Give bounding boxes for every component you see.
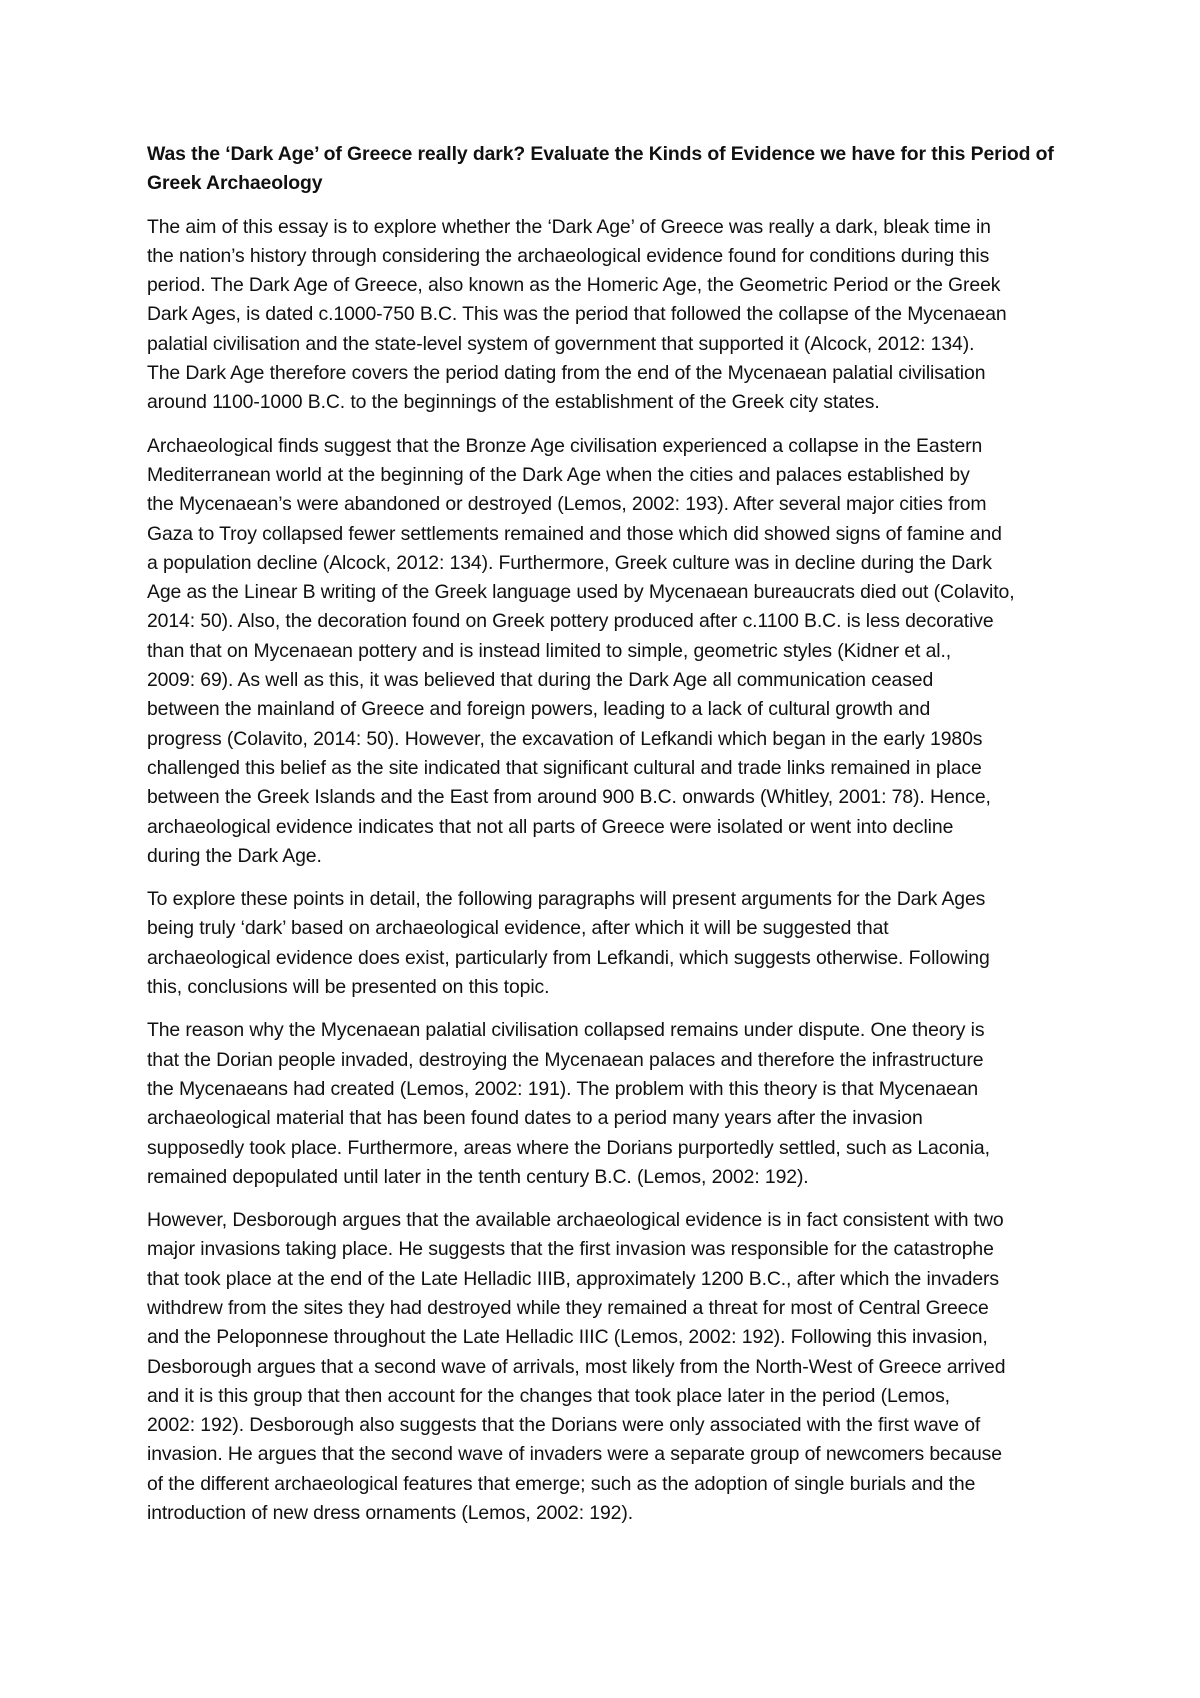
text-line: Desborough argues that a second wave of arrivals, most likely from the North-West of Greece arrived — [147, 1355, 1006, 1378]
text-line: Mediterranean world at the beginning of the Dark Age when the cities and palaces established by — [147, 463, 970, 486]
text-line: 2002: 192). Desborough also suggests that the Dorians were only associated with the first wave of — [147, 1414, 981, 1437]
text-line: withdrew from the sites they had destroyed while they remained a threat for most of Central Greece — [147, 1296, 989, 1319]
text-line: Age as the Linear B writing of the Greek language used by Mycenaean bureaucrats died out (Colavito, — [147, 581, 1015, 604]
text-line: Gaza to Troy collapsed fewer settlements remained and those which did showed signs of famine and — [147, 522, 1002, 545]
text-line: supposedly took place. Furthermore, areas where the Dorians purportedly settled, such as Laconia, — [147, 1136, 990, 1159]
text-line: introduction of new dress ornaments (Lemos, 2002: 192). — [147, 1502, 633, 1525]
text-line: around 1100-1000 B.C. to the beginnings of the establishment of the Greek city states. — [147, 391, 880, 414]
text-line: and it is this group that then account for the changes that took place later in the period (Lemos, — [147, 1384, 950, 1407]
paragraph-intro — [147, 213, 1057, 418]
text-line: the nation’s history through considering the archaeological evidence found for conditions during this — [147, 244, 990, 267]
title-line: Was the ‘Dark Age’ of Greece really dark? Evaluate the Kinds of Evidence we have for this Period of — [147, 143, 1054, 165]
text-line: Archaeological finds suggest that the Bronze Age civilisation experienced a collapse in the Eastern — [147, 434, 983, 457]
text-line: The aim of this essay is to explore whether the ‘Dark Age’ of Greece was really a dark, bleak time in — [147, 215, 991, 238]
title-line: Greek Archaeology — [147, 172, 323, 195]
paragraph-outline — [147, 885, 1057, 1002]
text-line: of the different archaeological features that emerge; such as the adoption of single burials and the — [147, 1472, 976, 1495]
text-line: 2014: 50). Also, the decoration found on Greek pottery produced after c.1100 B.C. is less decorative — [147, 610, 994, 633]
text-line: than that on Mycenaean pottery and is instead limited to simple, geometric styles (Kidner et al., — [147, 639, 952, 662]
text-line: progress (Colavito, 2014: 50). However, the excavation of Lefkandi which began in the early 1980s — [147, 727, 983, 750]
text-line: being truly ‘dark’ based on archaeological evidence, after which it will be suggested that — [147, 917, 889, 940]
paragraph-archaeological-finds — [147, 432, 1057, 871]
text-line: To explore these points in detail, the following paragraphs will present arguments for the Dark Ages — [147, 888, 986, 911]
paragraph-dorian-theory — [147, 1016, 1057, 1192]
text-line: The reason why the Mycenaean palatial civilisation collapsed remains under dispute. One theory is — [147, 1019, 985, 1042]
text-line: archaeological evidence does exist, particularly from Lefkandi, which suggests otherwise. Following — [147, 946, 990, 969]
text-line: period. The Dark Age of Greece, also known as the Homeric Age, the Geometric Period or the Greek — [147, 274, 1001, 297]
text-line: the Mycenaean’s were abandoned or destroyed (Lemos, 2002: 193). After several major cities from — [147, 493, 987, 516]
text-line: the Mycenaeans had created (Lemos, 2002: 191). The problem with this theory is that Mycenaean — [147, 1077, 979, 1100]
text-line: archaeological material that has been found dates to a period many years after the invasion — [147, 1107, 923, 1130]
paragraph-desborough — [147, 1206, 1057, 1528]
essay-title — [147, 140, 1057, 199]
text-line: and the Peloponnese throughout the Late Helladic IIIC (Lemos, 2002: 192). Following this invasion, — [147, 1326, 988, 1349]
text-line: remained depopulated until later in the tenth century B.C. (Lemos, 2002: 192). — [147, 1165, 809, 1188]
text-line: major invasions taking place. He suggests that the first invasion was responsible for the catastrophe — [147, 1238, 994, 1261]
text-line: between the mainland of Greece and foreign powers, leading to a lack of cultural growth and — [147, 698, 931, 721]
text-line: The Dark Age therefore covers the period dating from the end of the Mycenaean palatial civilisation — [147, 362, 986, 385]
text-line: that took place at the end of the Late Helladic IIIB, approximately 1200 B.C., after which the invaders — [147, 1267, 1000, 1290]
text-line: during the Dark Age. — [147, 844, 322, 867]
text-line: between the Greek Islands and the East from around 900 B.C. onwards (Whitley, 2001: 78). Hence, — [147, 786, 991, 809]
text-line: invasion. He argues that the second wave of invaders were a separate group of newcomers because — [147, 1443, 1002, 1466]
text-line: palatial civilisation and the state-level system of government that supported it (Alcock, 2012: 134). — [147, 332, 975, 355]
text-line: Dark Ages, is dated c.1000-750 B.C. This was the period that followed the collapse of the Mycenaean — [147, 303, 1007, 326]
essay-body — [147, 140, 1057, 1542]
text-line: However, Desborough argues that the available archaeological evidence is in fact consistent with two — [147, 1209, 1004, 1232]
text-line: this, conclusions will be presented on this topic. — [147, 976, 550, 999]
text-line: a population decline (Alcock, 2012: 134). Furthermore, Greek culture was in decline during the Dark — [147, 551, 992, 574]
text-line: 2009: 69). As well as this, it was believed that during the Dark Age all communication ceased — [147, 669, 934, 692]
text-line: that the Dorian people invaded, destroying the Mycenaean palaces and therefore the infrastructure — [147, 1048, 984, 1071]
text-line: archaeological evidence indicates that not all parts of Greece were isolated or went into decline — [147, 815, 954, 838]
text-line: challenged this belief as the site indicated that significant cultural and trade links remained in place — [147, 756, 982, 779]
